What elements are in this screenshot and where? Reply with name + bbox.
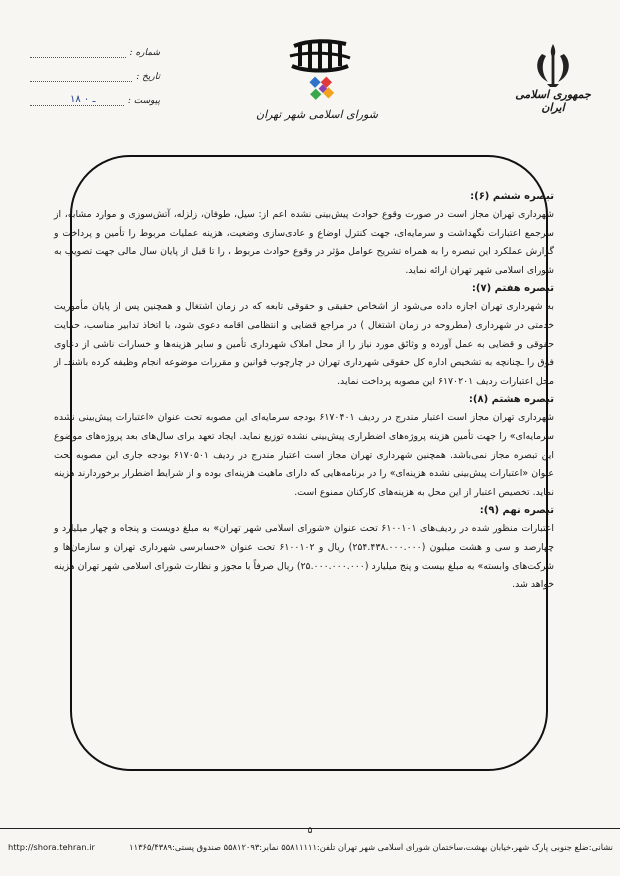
country-name: جمهوری اسلامی ایران	[515, 88, 591, 114]
number-dots	[30, 47, 126, 58]
date-label: تاریخ :	[136, 72, 160, 82]
section-9	[54, 502, 554, 594]
section-7	[54, 280, 554, 391]
city-council-logo-icon	[280, 36, 360, 110]
attachment-value: ۱۸ ـ ۰	[70, 94, 96, 105]
iran-emblem-icon	[528, 40, 578, 90]
website-link[interactable]: http://shora.tehran.ir	[8, 842, 95, 852]
section-title: تبصره هشتم (۸):	[468, 394, 554, 406]
footer-address: نشانی:ضلع جنوبی پارک شهر،خیابان بهشت،ساختمان شورای اسلامی شهر تهران تلفن:۵۵۸۱۱۱۱۱ نمابر:۵۵۸۱۲۰۹۳ صندوق پستی:۱۱۳۶۵/۴۳۸۹	[129, 842, 613, 852]
attachment-dots	[30, 95, 124, 106]
section-8	[54, 391, 554, 502]
section-body: اعتبارات منظور شده در ردیف‌های ۶۱۰۰۱۰۱ تحت عنوان «شورای اسلامی شهر تهران» به مبلغ دویست و پنجاه و چهار میلیارد و چهارصد و سی و هشت میلیون (۲۵۴.۴۳۸.۰۰۰.۰۰۰) ریال و ۶۱۰۰۱۰۲ تحت عنوان «حسابرسی شهرداری تهران و سازمان‌ها و شرکت‌های وابسته» به مبلغ بیست و پنج میلیارد (۲۵.۰۰۰.۰۰۰.۰۰۰) ریال صرفاً با مجوز و نظارت شورای اسلامی شهر تهران هزینه خواهد شد.	[54, 523, 555, 591]
section-body: به شهرداری تهران اجازه داده می‌شود از اشخاص حقیقی و حقوقی تابعه که در زمان اشتغال و همچنین پس از پایان مأموریت خدمتی در شهرداری (مطروحه در زمان اشتغال ) در مراجع قضایی و انتظامی اقامه دعوی شود، با اتخاذ تدابیر مناسب، حمایت حقوقی و قضایی به عمل آورده و وثائق مورد نیاز را از محل املاک شهرداری تأمین و سایر هزینه‌ها و خسارات ناشی از دعاوی فوق را ـچنانچه به تشخیص اداره کل حقوقی شهرداری تهران در چارچوب قوانین و مقررات موضوعه انجام وظیفه کرده باشندـ از محل اعتبارات ردیف ۶۱۷۰۲۰۱ این مصوبه پرداخت نماید.	[54, 301, 554, 387]
section-6	[54, 188, 554, 280]
page-number: ۵	[307, 826, 313, 836]
section-title: تبصره ششم (۶):	[470, 191, 554, 202]
document-body	[54, 188, 554, 595]
number-field	[30, 44, 160, 58]
section-title: تبصره هفتم (۷):	[471, 283, 554, 295]
date-field	[30, 68, 160, 82]
attachment-field	[30, 92, 160, 106]
council-name: شورای اسلامی شهر تهران	[256, 108, 378, 121]
section-body: شهرداری تهران مجاز است در صورت وقوع حوادث پیش‌بینی نشده اعم از: سیل، طوفان، زلزله، آتش‌سوزی و موارد مشابه، از سرجمع اعتبارات نگهداشت و سرمایه‌ای، جهت کنترل اوضاع و عادی‌سازی وضعیت، هزینه عملیات مربوط را تأمین و پرداخت و گزارش عملکرد این تبصره را به همراه تشریح عوامل مؤثر در وقوع حوادث مربوط ، را تا قبل از پایان سال مالی جهت تصویب به شورای اسلامی شهر تهران ارائه نماید.	[54, 209, 554, 276]
number-label: شماره :	[129, 48, 160, 58]
section-body: شهرداری تهران مجاز است اعتبار مندرج در ردیف ۶۱۷۰۴۰۱ بودجه سرمایه‌ای این مصوبه تحت عنوان «اعتبارات پیش‌بینی نشده سرمایه‌ای» را جهت تأمین هزینه پروژه‌های اضطراری پیش‌بینی نشده توزیع نماید. ایجاد تعهد برای سال‌های بعد پروژه‌های موضوع این تبصره مجاز نمی‌باشد. همچنین شهرداری تهران مجاز است اعتبار مندرج در ردیف ۶۱۷۰۵۰۱ بودجه جاری این مصوبه تحت عنوان «اعتبارات پیش‌بینی نشده هزینه‌ای» را در برنامه‌هایی که دارای ماهیت هزینه‌ای بوده و از شرایط اضطرار برخوردارند هزینه نماید. تخصیص اعتبار از این محل به هزینه‌های کارکنان ممنوع است.	[54, 412, 554, 498]
date-dots	[30, 71, 132, 82]
section-title: تبصره نهم (۹):	[479, 505, 554, 517]
attachment-label: پیوست :	[127, 96, 160, 106]
